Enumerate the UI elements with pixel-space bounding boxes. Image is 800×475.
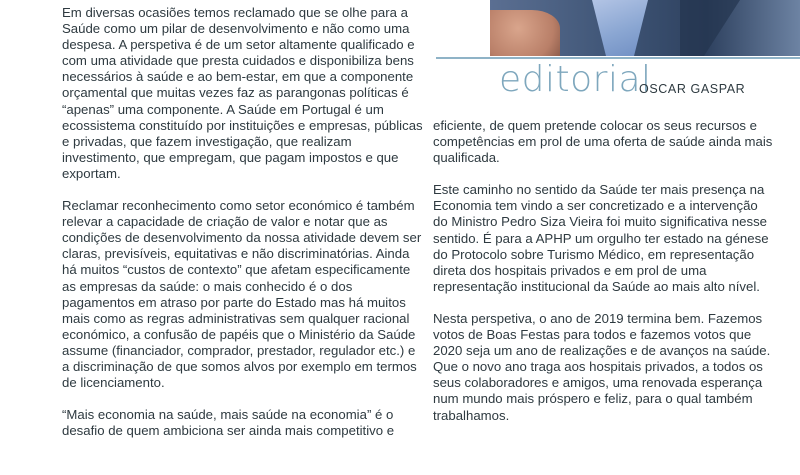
photo-hand — [490, 10, 560, 56]
article-paragraph: Nesta perspetiva, o ano de 2019 termina bem. Fazemos votos de Boas Festas para todos e fazemos votos que 2020 seja um ano de realizações e de avanços na saúde. Que o novo ano traga aos hospitais privados, a todos os seus colaboradores e amigos, uma renovada esperança num mundo mais próspero e feliz, para o qual também trabalhamos. — [433, 310, 771, 423]
article-paragraph: Reclamar reconhecimento como setor económico é também relevar a capacidade de criação de valor e notar que as condições de desenvolvimento da nossa atividade devem ser claras, previsíveis, equitativas e não discriminatórias. Ainda há muitos “custos de contexto” que afetam especificamente as empresas da saúde: o mais conhecido é o dos pagamentos em atraso por parte do Estado mas há muitos mais como as regras administrativas sem qualquer racional económico, a confusão de papéis que o Ministério da Saúde assume (financiador, comprador, prestador, regulador etc.) e a discriminação de que somos alvos por exemplo em termos de licenciamento. — [62, 198, 422, 391]
article-right-column — [433, 118, 773, 440]
section-title: editorial — [499, 59, 652, 100]
article-left-column — [62, 5, 424, 455]
author-name: OSCAR GASPAR — [639, 82, 746, 96]
author-photo — [490, 0, 800, 56]
article-paragraph: Em diversas ocasiões temos reclamado que se olhe para a Saúde como um pilar de desenvolvimento e não como uma despesa. A perspetiva é de um setor altamente qualificado e com uma atividade que presta cuidados e disponibiliza bens necessários à saúde e ao bem-estar, em que a componente orçamental que muitas vezes faz as parangonas políticas é “apenas” uma componente. A Saúde em Portugal é um ecossistema constituído por instituições e empresas, públicas e privadas, que fazem investigação, que realizam investimento, que empregam, que pagam impostos e que exportam. — [62, 5, 423, 181]
article-paragraph: eficiente, de quem pretende colocar os seus recursos e competências em prol de uma oferta de saúde ainda mais qualificada. — [433, 118, 773, 166]
photo-tie — [585, 0, 655, 56]
article-paragraph: “Mais economia na saúde, mais saúde na economia” é o desafio de quem ambiciona ser ainda mais competitivo e — [62, 407, 395, 439]
photo-lapel — [680, 0, 740, 56]
article-paragraph: Este caminho no sentido da Saúde ter mais presença na Economia tem vindo a ser concretizado e a intervenção do Ministro Pedro Siza Vieira foi muito significativa nesse sentido. É para a APHP um orgulho ter estado na génese do Protocolo sobre Turismo Médico, em representação direta dos hospitais privados e em prol de uma representação institucional da Saúde ao mais alto nível. — [433, 182, 769, 294]
